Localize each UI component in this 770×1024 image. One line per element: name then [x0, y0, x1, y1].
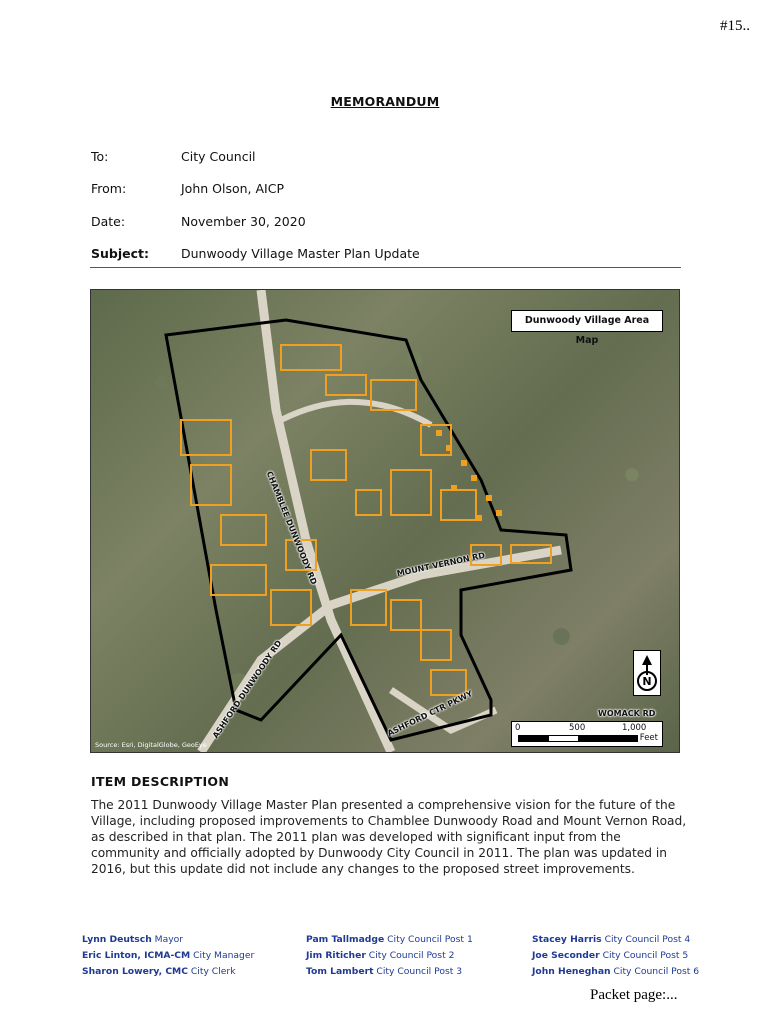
- date-label: Date:: [91, 214, 126, 229]
- road-label-ashford-ctr: ASHFORD CTR PKWY: [386, 689, 474, 739]
- road-label-chamblee: CHAMBLEE DUNWOODY RD: [264, 470, 319, 586]
- from-value: John Olson, AICP: [181, 181, 284, 196]
- footer-name: Pam Tallmadge: [306, 934, 385, 945]
- footer-role: Mayor: [151, 934, 184, 945]
- to-value: City Council: [181, 149, 256, 164]
- item-description-heading: ITEM DESCRIPTION: [91, 774, 230, 789]
- footer-role: City Council Post 4: [601, 934, 691, 945]
- footer-name: Eric Linton, ICMA-CM: [82, 950, 191, 961]
- footer-role: City Manager: [190, 950, 255, 961]
- header-divider: [90, 267, 681, 268]
- subject-row: [91, 246, 420, 261]
- subject-value: Dunwoody Village Master Plan Update: [181, 246, 420, 261]
- map-credit: Source: Esri, DigitalGlobe, GeoEye: [95, 741, 207, 749]
- from-row: [91, 181, 284, 196]
- area-map: [90, 289, 680, 753]
- footer-role: City Council Post 1: [384, 934, 473, 945]
- footer-name: Sharon Lowery, CMC: [82, 966, 188, 977]
- footer-col-2: [306, 932, 473, 980]
- footer-name: Tom Lambert: [306, 966, 374, 977]
- map-title-box: Dunwoody Village Area Map: [511, 310, 663, 332]
- footer-name: Jim Riticher: [306, 950, 366, 961]
- footer-role: City Clerk: [187, 966, 236, 977]
- road-loop: [281, 402, 431, 425]
- scale-bar: [518, 735, 638, 742]
- footer-col-1: [82, 932, 254, 980]
- footer-role: City Council Post 5: [599, 950, 689, 961]
- footer-name: Stacey Harris: [532, 934, 602, 945]
- north-label: N: [642, 675, 652, 688]
- scale-max: 1,000: [622, 723, 647, 733]
- item-description-text: The 2011 Dunwoody Village Master Plan presented a comprehensive vision for the future of the Village, including proposed improvements to Chamblee Dunwoody Road and Mount Vernon Road, as described in that plan. The 2011 plan was developed with significant input from the community and officially adopted by Dunwoody City Council in 2011. The plan was updated in 2016, but this update did not include any changes to the proposed street improvements.: [91, 798, 687, 876]
- road-label-mount-vernon: MOUNT VERNON RD: [396, 550, 486, 579]
- north-arrow-icon: [634, 651, 660, 695]
- date-value: November 30, 2020: [181, 214, 306, 229]
- memo-title: MEMORANDUM: [330, 94, 440, 109]
- footer-col-3: [532, 932, 699, 980]
- footer-role: City Council Post 3: [373, 966, 463, 977]
- footer-role: City Council Post 6: [610, 966, 700, 977]
- date-row: [91, 214, 306, 229]
- north-arrow: [633, 650, 661, 696]
- to-row: [91, 149, 256, 164]
- subject-label: Subject:: [91, 246, 149, 261]
- scale-unit: Feet: [639, 733, 658, 743]
- footer-name: Joe Seconder: [532, 950, 600, 961]
- footer-name: Lynn Deutsch: [82, 934, 152, 945]
- from-label: From:: [91, 181, 127, 196]
- scale-bar-box: [511, 721, 663, 747]
- scale-zero: 0: [515, 723, 521, 733]
- scale-mid: 500: [569, 723, 586, 733]
- map-graphic: [91, 290, 679, 752]
- footer-role: City Council Post 2: [365, 950, 455, 961]
- road-label-womack: WOMACK RD: [598, 709, 656, 718]
- page-number: #15..: [720, 18, 750, 34]
- to-label: To:: [91, 149, 109, 164]
- footer-name: John Heneghan: [532, 966, 611, 977]
- road-label-ashford-dunwoody: ASHFORD DUNWOODY RD: [211, 638, 284, 741]
- packet-page: Packet page:...: [590, 987, 678, 1003]
- study-area-boundary: [166, 320, 571, 740]
